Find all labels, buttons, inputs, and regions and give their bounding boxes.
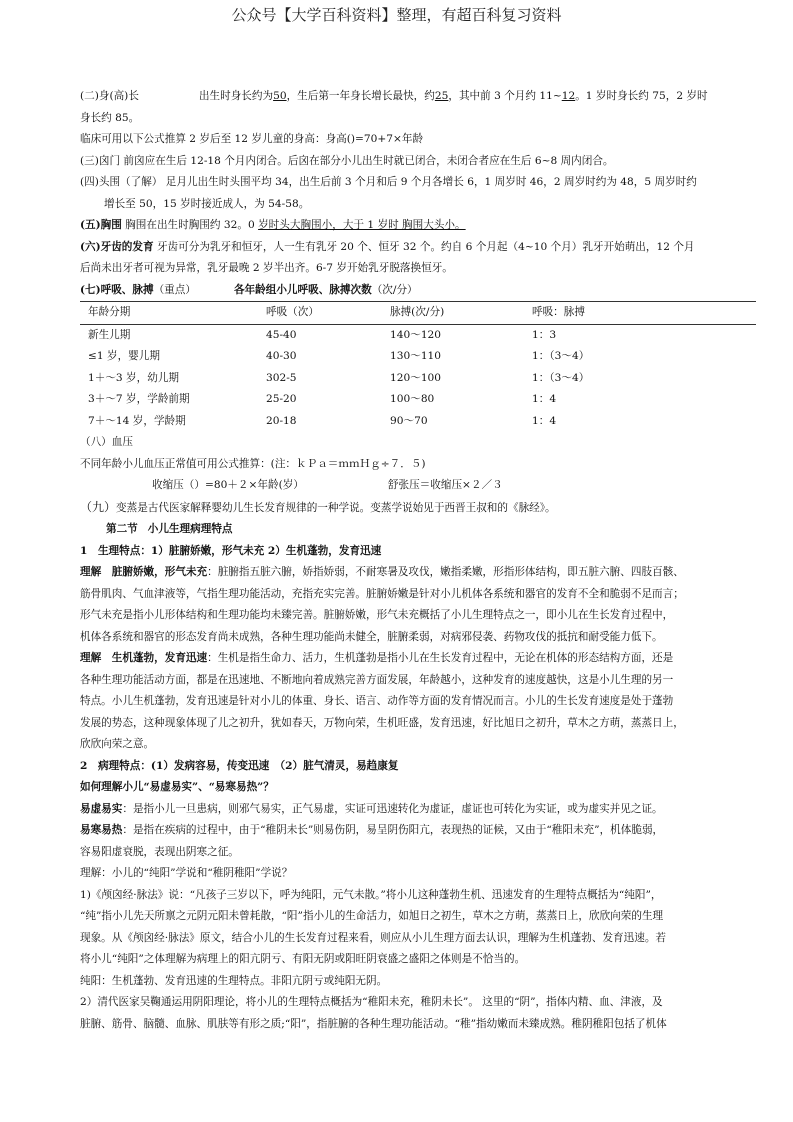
- table-cell: ≤1 岁，婴儿期: [88, 350, 160, 362]
- table-cell: 40-30: [266, 350, 297, 362]
- cold-heat-paragraph: 易寒易热：是指在疾病的过程中，由于“稚阴未长”则易伤阴，易呈阴伤阳亢，表现热的证候，又由于“稚阳未充”，机体脆弱，: [80, 824, 664, 836]
- understanding-paragraph-2: 理解 生机蓬勃，发育迅速：生机是指生命力、活力，生机蓬勃是指小儿在生长发育过程中，无论在机体的形态结构方面，还是: [80, 652, 674, 664]
- table-row: [80, 389, 756, 411]
- table-cell: 302-5: [266, 371, 297, 384]
- pathology-heading: 2 病理特点：(1）发病容易，传变迅速 （2）脏气清灵，易趋康复: [80, 759, 399, 772]
- height-paragraph-cont: 身长约 85。: [80, 111, 140, 124]
- table-cell: 130～110: [390, 350, 442, 362]
- teeth-paragraph: (六)牙齿的发育 牙齿可分为乳牙和恒牙，人一生有乳牙 20 个、恒牙 32 个。约自 6 个月起（4~10 个月）乳牙开始萌出，12 个月: [80, 240, 695, 253]
- three-month-growth-value: 12: [561, 90, 576, 102]
- table-cell: 120～100: [390, 371, 442, 384]
- breath-pulse-heading: (七)呼吸、脉搏（重点） 各年龄组小儿呼吸、脉搏次数（次/分）: [80, 283, 418, 296]
- table-cell: 1：4: [532, 393, 557, 405]
- question-1: 如何理解小儿“易虚易实”、“易寒易热”？: [80, 781, 274, 793]
- question-2: 理解：小儿的“纯阳”学说和“稚阴稚阳”学说？: [80, 867, 293, 879]
- table-row: [80, 324, 756, 346]
- section-title: 第二节 小儿生理病理特点: [106, 523, 233, 535]
- teeth-paragraph-cont: 后尚未出牙者可视为异常，乳牙最晚 2 岁半出齐。6-7 岁开始乳牙脱落换恒牙。: [80, 262, 453, 274]
- table-title: 各年龄组小儿呼吸、脉搏次数: [233, 283, 372, 296]
- table-header: 呼吸：脉搏: [524, 302, 756, 325]
- table-cell: 1：（3～4）: [532, 371, 590, 384]
- page-header: 公众号【大学百科资料】整理，有超百科复习资料: [231, 6, 562, 24]
- physiology-heading: 1 生理特点：1）脏腑娇嫩，形气未充 2）生机蓬勃，发育迅速: [80, 544, 382, 557]
- table-row: [80, 411, 756, 433]
- height-label: (二)身(高)长: [80, 90, 139, 102]
- immature-yin-yang-paragraph: 2）清代医家吴鞠通运用阴阳理论，将小儿的生理特点概括为“稚阳未充，稚阴未长”。 这里的“阴”，指体内精、血、津液，及: [80, 996, 663, 1008]
- blood-pressure-values: 收缩压（）=80＋２×年龄(岁） 舒张压＝收缩压×２／３: [152, 479, 503, 491]
- understanding-paragraph-1: 理解 脏腑娇嫩，形气未充：脏腑指五脏六腑，娇指娇弱，不耐寒暑及攻伐，嫩指柔嫩，形指形体结构，即五脏六腑、四肢百骸、: [80, 566, 684, 578]
- table-header: 年龄分期: [80, 302, 258, 325]
- chest-label: (五)胸围: [80, 219, 122, 231]
- table-cell: 1：3: [532, 328, 557, 341]
- bianzheng-paragraph: （九）变蒸是古代医家解释婴幼儿生长发育规律的一种学说。变蒸学说始见于西晋王叔和的《脉经》。: [80, 499, 556, 514]
- table-header: 脉搏(次/分): [382, 302, 524, 325]
- table-cell: 20-18: [266, 414, 297, 427]
- table-cell: 新生儿期: [88, 328, 131, 341]
- table-cell: 45-40: [266, 328, 297, 341]
- blood-pressure-label: （八）血压: [80, 436, 133, 448]
- head-circumference-line2: 增长至 50，15 岁时接近成人，为 54-58。: [104, 197, 310, 210]
- table-row: [80, 368, 756, 390]
- table-cell: 3＋～7 岁，学龄前期: [88, 393, 190, 405]
- table-cell: 7＋～14 岁，学龄期: [88, 414, 186, 427]
- table-cell: 90～70: [390, 414, 428, 427]
- table-row: [80, 346, 756, 368]
- height-formula: 临床可用以下公式推算 2 岁后至 12 岁儿童的身高：身高()=70+7×年龄: [80, 133, 424, 145]
- height-paragraph: (二)身(高)长 出生时身长约为50，生后第一年身长增长最快，约25，其中前 3 个月约 11~12。1 岁时身长约 75，2 岁时: [80, 90, 708, 102]
- table-cell: 140～120: [390, 328, 442, 341]
- table-cell: 1：4: [532, 414, 557, 427]
- breath-pulse-table: [80, 301, 756, 432]
- chest-paragraph: (五)胸围 胸围在出生时胸围约 32。0 岁时头大胸围小，大于 1 岁时 胸围大头小。: [80, 219, 466, 231]
- table-header: 呼吸（次）: [258, 302, 382, 325]
- pure-yang-paragraph: 1)《颅囟经·脉法》说：“凡孩子三岁以下，呼为纯阳，元气未散。”将小儿这种蓬勃生机、迅速发育的生理特点概括为“纯阳”，: [80, 888, 662, 901]
- first-year-growth-value: 25: [434, 90, 449, 102]
- deficiency-excess-paragraph: 易虚易实：是指小儿一旦患病，则邪气易实，正气易虚，实证可迅速转化为虚证，虚证也可转化为实证，或为虚实并见之证。: [80, 802, 663, 815]
- table-cell: 100～80: [390, 393, 435, 405]
- teeth-label: (六)牙齿的发育: [80, 240, 154, 253]
- blood-pressure-formula: 不同年龄小儿血压正常值可用公式推算：(注：ｋＰａ＝ｍｍＨｇ÷７．５): [80, 457, 426, 470]
- head-circumference-line1: (四)头围（了解） 足月儿出生时头围平均 34，出生后前 3 个月和后 9 个月各增长 6，1 周岁时 46，2 周岁时约为 48，5 周岁时约: [80, 176, 697, 188]
- table-header-row: [80, 302, 756, 325]
- table-cell: 1＋～3 岁，幼儿期: [88, 371, 180, 384]
- table-cell: 1：（3～4）: [532, 350, 590, 362]
- birth-length-value: 50: [273, 90, 287, 102]
- document-body: (二)身(高)长 出生时身长约为50，生后第一年身长增长最快，约25，其中前 3 个月约 11~12。1 岁时身长约 75，2 岁时 身长约 85。 临床可用以下公式推算 2 岁后至 12 岁儿童的身高：身高()=70+7×年龄 (三)囟门 前囟应在生后 12-18 个月内闭合。后囟在部分小儿出生时就已闭合，未闭合者应在生后 6~8 周内闭合。 (四)头围（了解） 足月儿出生时头围平均 34，出生后前 3 个月和后 9 个月各增长 6，1 周岁时 46，2 周岁时约为 48，5 周岁时约 增长至 50，15 岁时接近成人，为 54-58。 (五)胸围 胸围在出生时胸围约 32。0 岁时头大胸围小，大于 1 岁时 胸围大头小。 (六)牙齿的发育 牙齿可分为乳牙和恒牙，人一生有乳牙 20 个、恒牙 32 个。约自 6 个月起（4~10 个月）乳牙开始萌出，12 个月 后尚未出牙者可视为异常，乳牙最晚 2 岁半出齐。6-7 岁开始乳牙脱落换恒牙。 (七)呼吸、脉搏（重点） 各年龄组小儿呼吸、脉搏次数（次/分） 年龄分期 呼吸（次） 脉搏(次/分) 呼吸：脉搏 新生儿期 45-40 140～120 1：3 ≤1 岁，婴儿期 40-30 130～110 1：（3～4） 1＋～3 岁，幼儿期 302-5 120～100 1：（3～4） 3＋～7 岁，学龄前期 25-20 100～80 1：4 7＋～14 岁，学龄期 20-18 90～70 1：4 （八）血压 不同年龄小儿血压正常值可用公式推算：(注：ｋＰａ＝ｍｍＨｇ÷７．５) 收缩压（）=80＋２×年龄(岁） 舒张压＝收缩压×２／３ （九）变蒸是古代医家解释婴幼儿生长发育规律的一种学说。变蒸学说始见于西晋王叔和的《脉经》。 第二节 小儿生理病理特点 1 生理特点：1）脏腑娇嫩，形气未充 2）生机蓬勃，发育迅速 理解 脏腑娇嫩，形气未充：脏腑指五脏六腑，娇指娇弱，不耐寒暑及攻伐，嫩指柔嫩，形指形体结构，即五脏六腑、四肢百骸、 筋骨肌肉、气血津液等，气指生理功能活动，充指充实完善。脏腑娇嫩是针对小儿机体各系统和器官的发育不全和脆弱不足而言； 形气未充是指小儿形体结构和生理功能均未臻完善。脏腑娇嫩，形气未充概括了小儿生理特点之一，即小儿在生长发育过程中， 机体各系统和器官的形态发育尚未成熟，各种生理功能尚未健全，脏腑柔弱，对病邪侵袭、药物攻伐的抵抗和耐受能力低下。 理解 生机蓬勃，发育迅速：生机是指生命力、活力，生机蓬勃是指小儿在生长发育过程中，无论在机体的形态结构方面，还是 各种生理功能活动方面，都是在迅速地、不断地向着成熟完善方面发展，年龄越小，这种发育的速度越快，这是小儿生理的另一 特点。小儿生机蓬勃，发育迅速是针对小儿的体重、身长、语言、动作等方面的发育情况而言。小儿的生长发育速度是处于蓬勃 发展的势态，这种现象体现了儿之初升，犹如春天，万物向荣，生机旺盛，发育迅速，好比旭日之初升，草木之方萌，蒸蒸日上， 欣欣向荣之意。 2 病理特点：(1）发病容易，传变迅速 （2）脏气清灵，易趋康复 如何理解小儿“易虚易实”、“易寒易热”？ 易虚易实：是指小儿一旦患病，则邪气易实，正气易虚，实证可迅速转化为虚证，虚证也可转化为实证，或为虚实并见之证。 易寒易热：是指在疾病的过程中，由于“稚阴未长”则易伤阴，易呈阴伤阳亢，表现热的证候，又由于“稚阳未充”，机体脆弱， 容易阳虚衰脱，表现出阴寒之征。 理解：小儿的“纯阳”学说和“稚阴稚阳”学说？ 1)《颅囟经·脉法》说：“凡孩子三岁以下，呼为纯阳，元气未散。”将小儿这种蓬勃生机、迅速发育的生理特点概括为“纯阳”， “纯”指小儿先天所禀之元阴元阳未曾耗散，“阳”指小儿的生命活力，如旭日之初生，草木之方萌，蒸蒸日上，欣欣向荣的生理 现象。从《颅囟经·脉法》原文，结合小儿的生长发育过程来看，则应从小儿生理方面去认识，理解为生机蓬勃、发育迅速。若 将小儿“纯阳”之体理解为病理上的阳亢阴亏、有阳无阴或阳旺阴衰盛之盛阳之体则是不恰当的。 纯阳：生机蓬勃、发育迅速的生理特点。非阳亢阴亏或纯阳无阴。 2）清代医家吴鞠通运用阴阳理论，将小儿的生理特点概括为“稚阳未充，稚阴未长”。 这里的“阴”，指体内精、血、津液，及 脏腑、筋骨、脑髓、血脉、肌肤等有形之质;“阳”，指脏腑的各种生理功能活动。“稚”指幼嫩而未臻成熟。稚阴稚阳包括了机体: [80, 86, 756, 1035]
- pure-yang-summary: 纯阳：生机蓬勃、发育迅速的生理特点。非阳亢阴亏或纯阳无阴。: [80, 974, 388, 987]
- fontanelle-paragraph: (三)囟门 前囟应在生后 12-18 个月内闭合。后囟在部分小儿出生时就已闭合，未闭合者应在生后 6~8 周内闭合。: [80, 154, 614, 167]
- bianzheng-label: （九）: [80, 499, 117, 514]
- table-cell: 25-20: [266, 393, 297, 405]
